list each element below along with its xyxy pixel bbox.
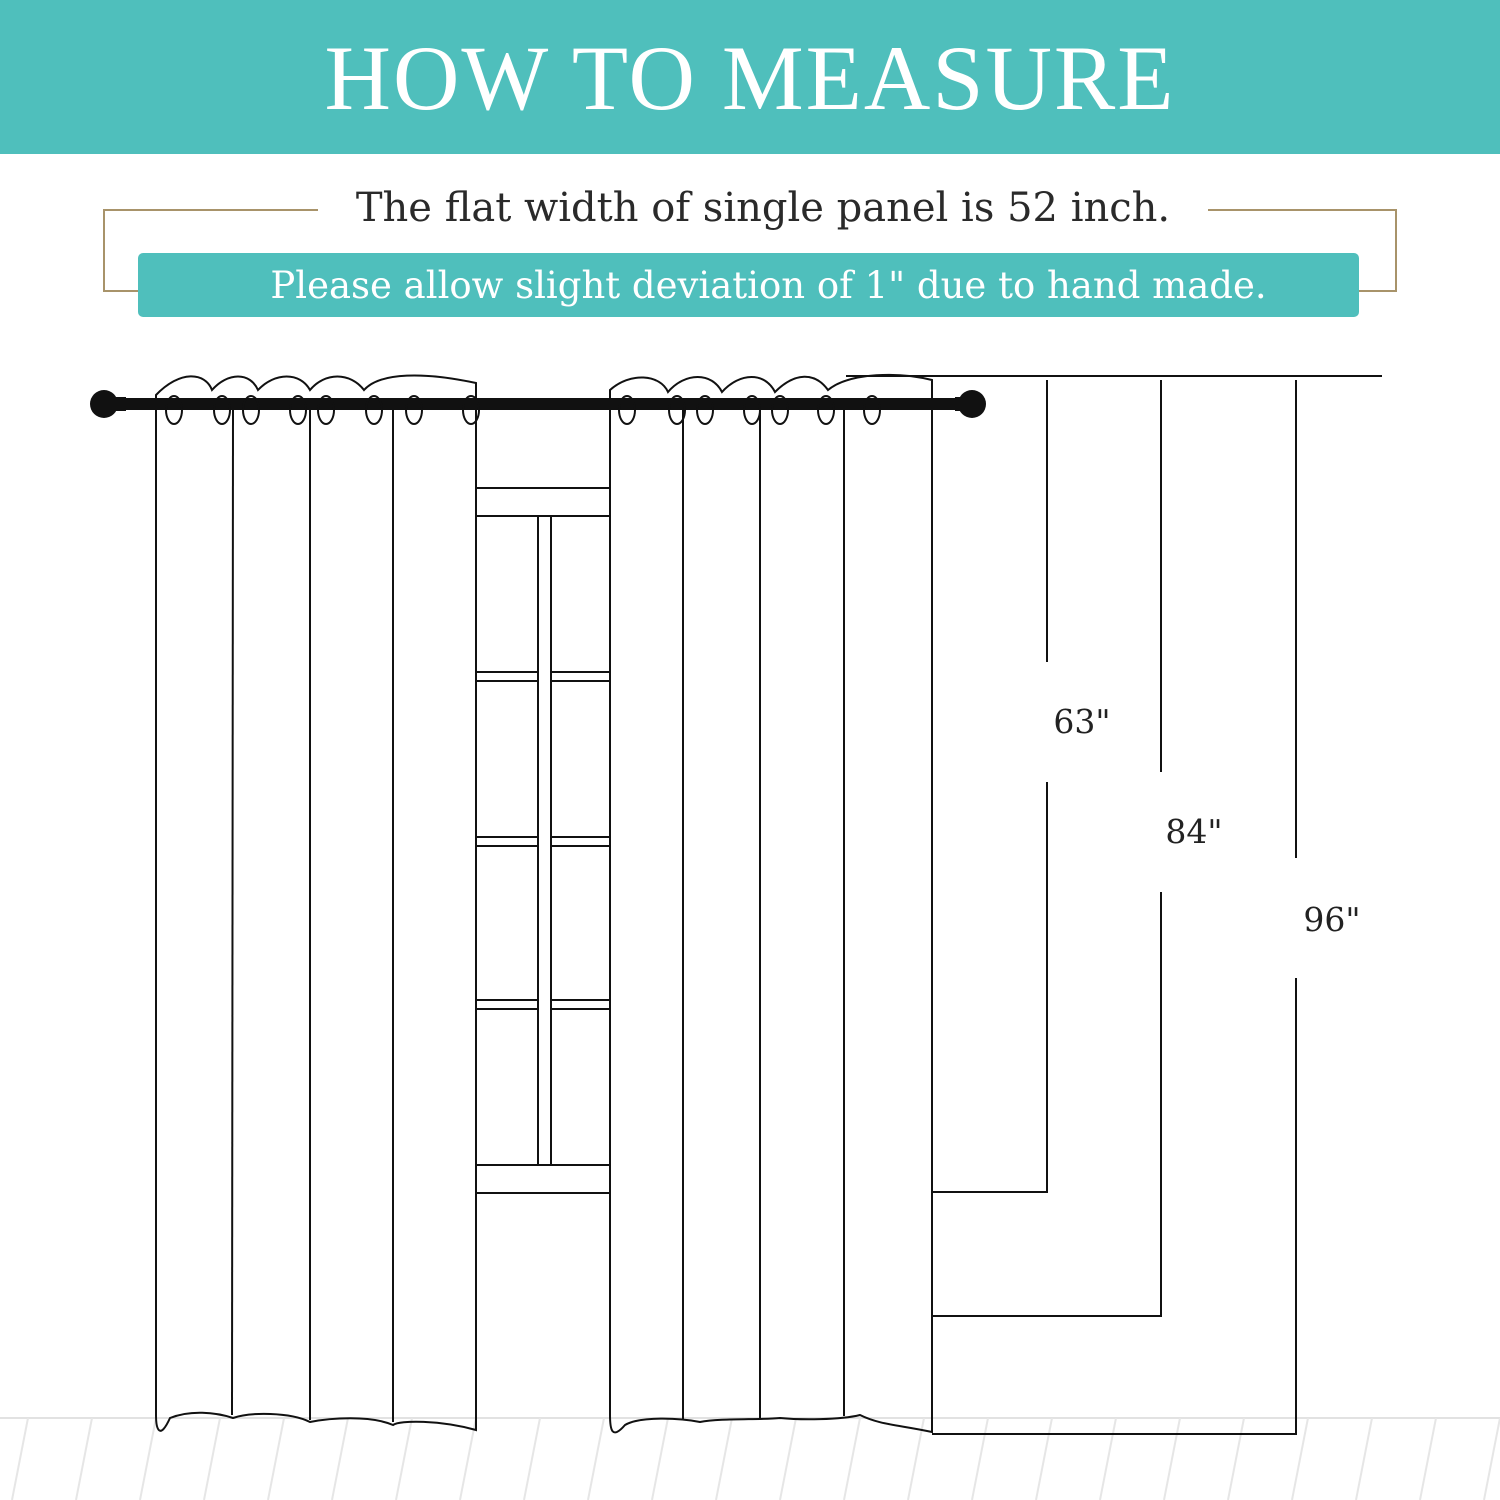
- dimension-label-63: 63": [1053, 702, 1111, 741]
- right-curtain-panel: [610, 375, 932, 1433]
- dimension-label-84: 84": [1165, 812, 1223, 851]
- page-title: HOW TO MEASURE: [324, 27, 1176, 129]
- floor-hatching: [12, 1418, 1500, 1500]
- dimension-line-63: [932, 380, 1047, 1192]
- left-curtain-panel: [156, 375, 479, 1430]
- window-frame: [476, 488, 610, 1193]
- panel-width-note: The flat width of single panel is 52 inch.: [320, 180, 1206, 236]
- dimension-label-96: 96": [1303, 900, 1361, 939]
- curtain-rod: [90, 390, 986, 418]
- deviation-banner: [138, 253, 1359, 317]
- deviation-note: Please allow slight deviation of 1" due to hand made.: [270, 264, 1267, 307]
- dimension-line-96: [932, 380, 1296, 1434]
